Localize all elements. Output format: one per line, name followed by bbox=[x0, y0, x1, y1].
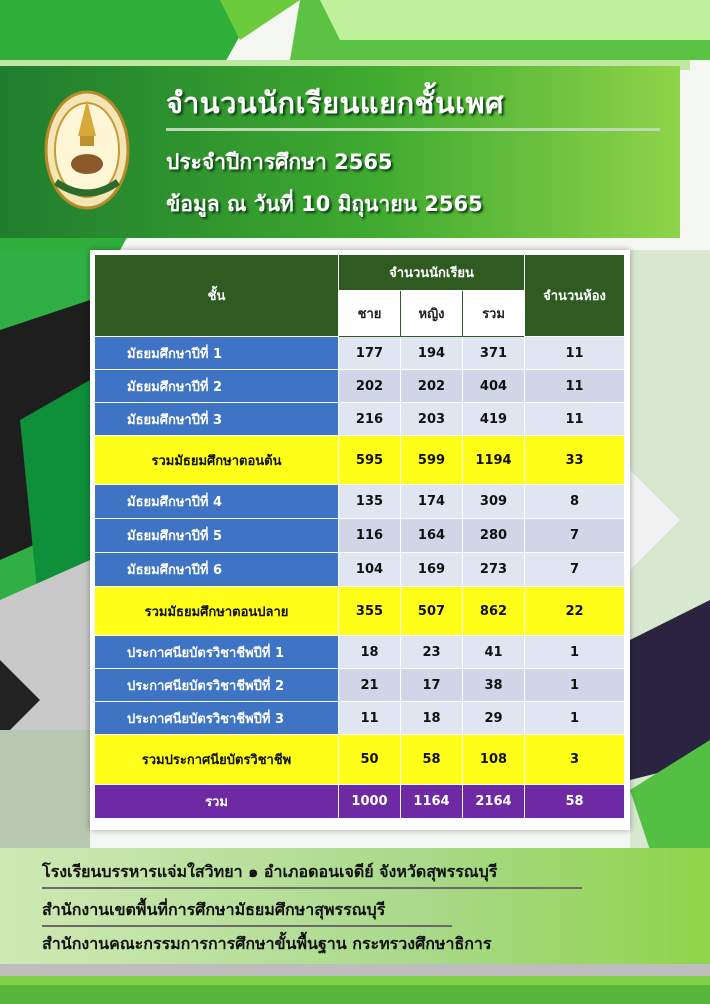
room-count: 33 bbox=[525, 436, 625, 485]
room-count: 11 bbox=[525, 370, 625, 403]
header-male: ชาย bbox=[339, 291, 401, 337]
total-count: 29 bbox=[463, 702, 525, 735]
table-row bbox=[95, 669, 625, 702]
academic-year: ประจำปีการศึกษา 2565 bbox=[166, 150, 393, 174]
row-label: รวม bbox=[95, 785, 339, 819]
room-count: 1 bbox=[525, 702, 625, 735]
page-title: จำนวนนักเรียนแยกชั้นเพศ bbox=[166, 86, 505, 120]
room-count: 11 bbox=[525, 403, 625, 436]
female-count: 203 bbox=[401, 403, 463, 436]
male-count: 216 bbox=[339, 403, 401, 436]
row-label: มัธยมศึกษาปีที่ 3 bbox=[95, 403, 339, 436]
subtotal-row bbox=[95, 735, 625, 785]
grand-total-row bbox=[95, 785, 625, 819]
total-count: 108 bbox=[463, 735, 525, 785]
student-count-table-panel bbox=[90, 250, 630, 830]
row-label: ประกาศนียบัตรวิชาชีพปีที่ 2 bbox=[95, 669, 339, 702]
row-label: ประกาศนียบัตรวิชาชีพปีที่ 1 bbox=[95, 636, 339, 669]
header-grade: ชั้น bbox=[95, 255, 339, 337]
table-row bbox=[95, 636, 625, 669]
total-count: 273 bbox=[463, 553, 525, 587]
footer-divider bbox=[42, 925, 452, 927]
total-count: 419 bbox=[463, 403, 525, 436]
commission-office: สำนักงานคณะกรรมการการศึกษาขั้นพื้นฐาน กระทรวงศึกษาธิการ bbox=[42, 934, 492, 953]
room-count: 8 bbox=[525, 485, 625, 519]
female-count: 202 bbox=[401, 370, 463, 403]
total-count: 309 bbox=[463, 485, 525, 519]
female-count: 174 bbox=[401, 485, 463, 519]
row-label: รวมมัธยมศึกษาตอนปลาย bbox=[95, 587, 339, 636]
table-row bbox=[95, 370, 625, 403]
subtotal-row bbox=[95, 436, 625, 485]
room-count: 1 bbox=[525, 669, 625, 702]
table-row bbox=[95, 485, 625, 519]
female-count: 17 bbox=[401, 669, 463, 702]
row-label: มัธยมศึกษาปีที่ 5 bbox=[95, 519, 339, 553]
school-address: โรงเรียนบรรหารแจ่มใสวิทยา ๑ อำเภอดอนเจดีย์ จังหวัดสุพรรณบุรี bbox=[42, 862, 498, 881]
header-total: รวม bbox=[463, 291, 525, 337]
area-office: สำนักงานเขตพื้นที่การศึกษามัธยมศึกษาสุพรรณบุรี bbox=[42, 900, 386, 919]
school-emblem-icon bbox=[44, 84, 130, 210]
total-count: 371 bbox=[463, 337, 525, 370]
header-rooms: จำนวนห้อง bbox=[525, 255, 625, 337]
male-count: 135 bbox=[339, 485, 401, 519]
male-count: 104 bbox=[339, 553, 401, 587]
total-count: 2164 bbox=[463, 785, 525, 819]
male-count: 202 bbox=[339, 370, 401, 403]
room-count: 7 bbox=[525, 553, 625, 587]
row-label: มัธยมศึกษาปีที่ 2 bbox=[95, 370, 339, 403]
table-row bbox=[95, 403, 625, 436]
male-count: 21 bbox=[339, 669, 401, 702]
title-divider bbox=[166, 128, 660, 131]
male-count: 177 bbox=[339, 337, 401, 370]
total-count: 1194 bbox=[463, 436, 525, 485]
total-count: 41 bbox=[463, 636, 525, 669]
male-count: 595 bbox=[339, 436, 401, 485]
male-count: 11 bbox=[339, 702, 401, 735]
row-label: มัธยมศึกษาปีที่ 4 bbox=[95, 485, 339, 519]
male-count: 1000 bbox=[339, 785, 401, 819]
row-label: รวมประกาศนียบัตรวิชาชีพ bbox=[95, 735, 339, 785]
row-label: ประกาศนียบัตรวิชาชีพปีที่ 3 bbox=[95, 702, 339, 735]
female-count: 599 bbox=[401, 436, 463, 485]
male-count: 355 bbox=[339, 587, 401, 636]
room-count: 7 bbox=[525, 519, 625, 553]
table-row bbox=[95, 519, 625, 553]
table-row bbox=[95, 337, 625, 370]
female-count: 58 bbox=[401, 735, 463, 785]
student-count-table bbox=[94, 254, 625, 819]
row-label: รวมมัธยมศึกษาตอนต้น bbox=[95, 436, 339, 485]
total-count: 280 bbox=[463, 519, 525, 553]
female-count: 164 bbox=[401, 519, 463, 553]
female-count: 194 bbox=[401, 337, 463, 370]
female-count: 23 bbox=[401, 636, 463, 669]
female-count: 507 bbox=[401, 587, 463, 636]
total-count: 404 bbox=[463, 370, 525, 403]
room-count: 58 bbox=[525, 785, 625, 819]
male-count: 18 bbox=[339, 636, 401, 669]
table-row bbox=[95, 553, 625, 587]
room-count: 11 bbox=[525, 337, 625, 370]
female-count: 18 bbox=[401, 702, 463, 735]
row-label: มัธยมศึกษาปีที่ 1 bbox=[95, 337, 339, 370]
header-female: หญิง bbox=[401, 291, 463, 337]
footer-divider bbox=[42, 887, 582, 889]
header-students: จำนวนนักเรียน bbox=[339, 255, 525, 291]
male-count: 50 bbox=[339, 735, 401, 785]
subtotal-row bbox=[95, 587, 625, 636]
room-count: 1 bbox=[525, 636, 625, 669]
table-row bbox=[95, 702, 625, 735]
total-count: 862 bbox=[463, 587, 525, 636]
room-count: 3 bbox=[525, 735, 625, 785]
data-date: ข้อมูล ณ วันที่ 10 มิถุนายน 2565 bbox=[166, 192, 483, 216]
row-label: มัธยมศึกษาปีที่ 6 bbox=[95, 553, 339, 587]
female-count: 1164 bbox=[401, 785, 463, 819]
total-count: 38 bbox=[463, 669, 525, 702]
room-count: 22 bbox=[525, 587, 625, 636]
male-count: 116 bbox=[339, 519, 401, 553]
female-count: 169 bbox=[401, 553, 463, 587]
